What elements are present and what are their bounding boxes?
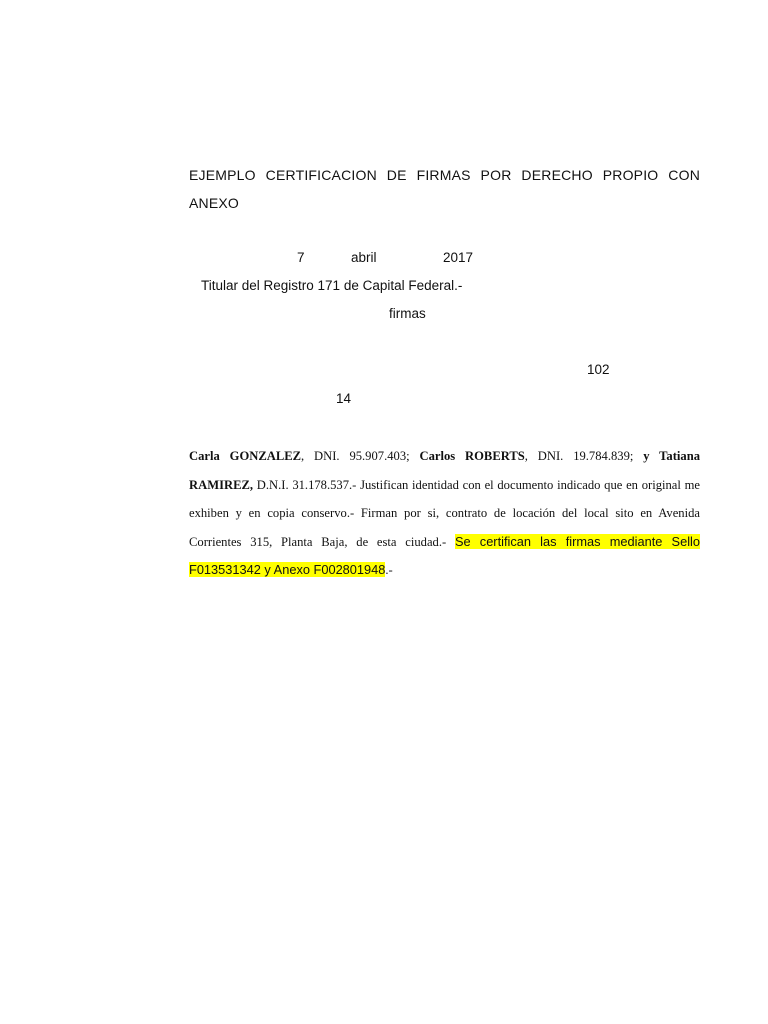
- signer-1-name: Carla GONZALEZ: [189, 449, 302, 463]
- signer-2-dni: , DNI. 19.784.839;: [524, 449, 644, 463]
- date-year: 2017: [443, 250, 474, 265]
- number-14: 14: [336, 391, 352, 406]
- firmas-word: firmas: [389, 306, 426, 321]
- date-day: 7: [297, 250, 305, 265]
- date-month: abril: [351, 250, 377, 265]
- highlighted-certification: Se certifican las firmas mediante Sello F013531342 y Anexo F002801948: [189, 533, 700, 577]
- signer-3-name: Tatiana RAMIREZ,: [189, 449, 701, 492]
- signer-1-dni: , DNI. 95.907.403;: [301, 449, 420, 463]
- conjunction-y: y: [643, 449, 660, 463]
- contract-text: contrato de locación del local sito en Avenida Corrientes 315, Planta Baja, de esta ciudad.-: [189, 506, 700, 549]
- signer-2-name: Carlos ROBERTS: [419, 449, 525, 463]
- registry-line: Titular del Registro 171 de Capital Federal.-: [201, 278, 463, 293]
- signer-3-dni-and-text: D.N.I. 31.178.537.- Justifican identidad con el documento indicado que en original me exhiben y en copia conservo.- Firman por si,: [189, 477, 700, 520]
- certification-paragraph: [189, 442, 700, 585]
- number-102: 102: [587, 362, 610, 377]
- paragraph-ending: .-: [385, 563, 393, 577]
- document-title: EJEMPLO CERTIFICACION DE FIRMAS POR DERECHO PROPIO CON ANEXO: [189, 167, 700, 211]
